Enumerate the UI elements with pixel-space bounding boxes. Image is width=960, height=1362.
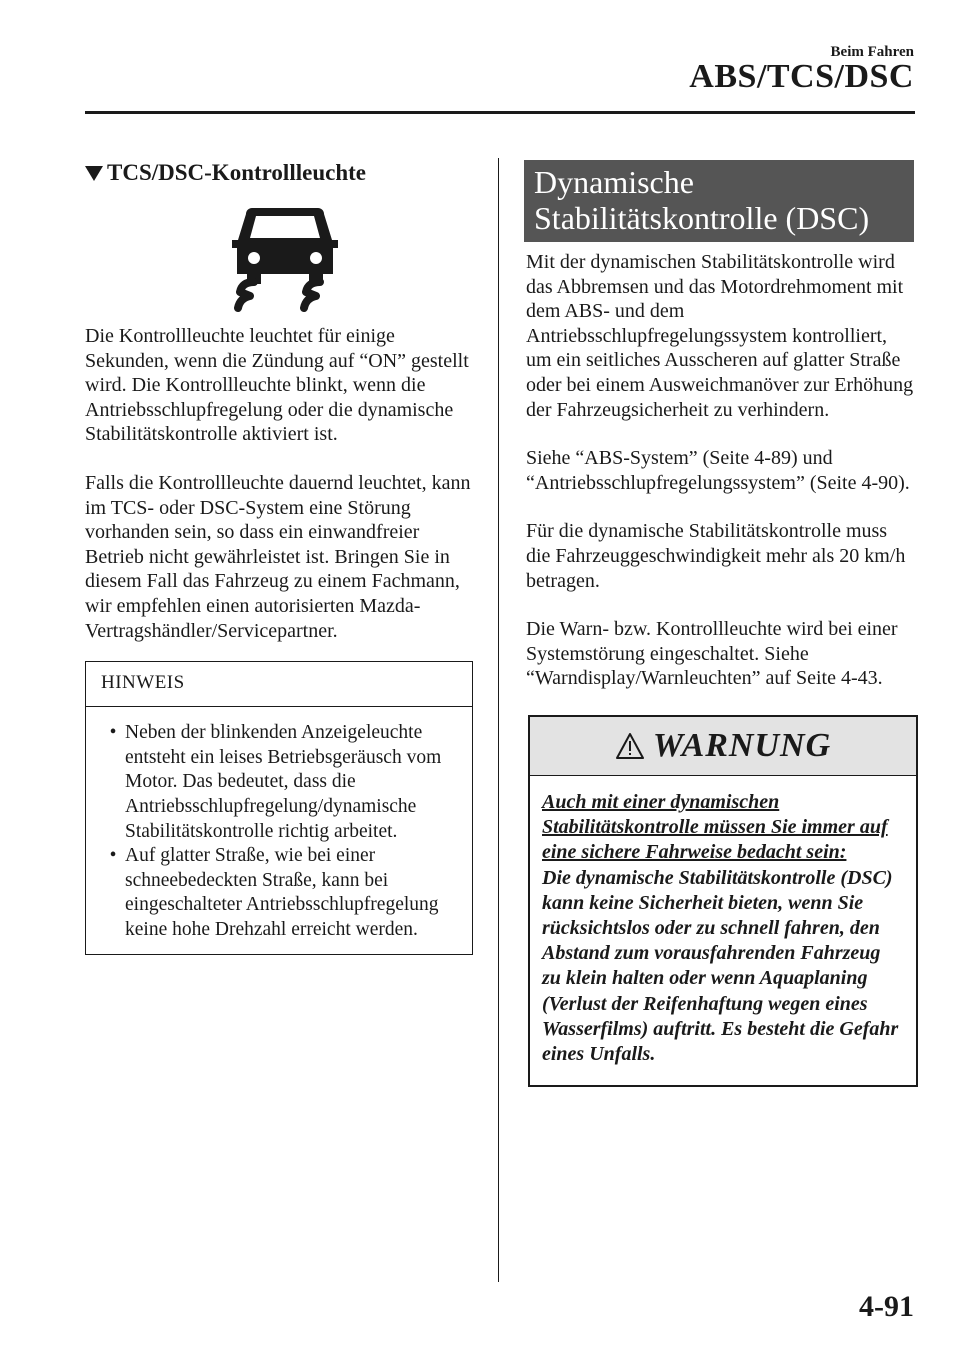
section-heading-text: TCS/DSC-Kontrollleuchte bbox=[107, 160, 366, 185]
paragraph: Falls die Kontrollleuchte dauernd leuchtet, kann im TCS- oder DSC-System eine Störung vorhanden sein, so dass ein einwandfreier Betrieb nicht gewährleistet ist. Bringen Sie in diesem Fall das Fahrzeug zu einem Fachmann, wir empfehlen einen autorisierten Mazda-Vertragshändler/Servicepartner. bbox=[85, 471, 471, 642]
paragraph: Die Warn- bzw. Kontrollleuchte wird bei einer Systemstörung eingeschaltet. Siehe “Warndisplay/Warnleuchten” auf Seite 4-43. bbox=[526, 618, 898, 690]
banner-line: Dynamische bbox=[534, 164, 694, 200]
bullet-icon: • bbox=[109, 845, 117, 867]
paragraph: Mit der dynamischen Stabilitätskontrolle wird das Abbremsen und das Motordrehmoment mit dem ABS- und dem Antriebsschlupfregelungssystem kontrolliert, um ein seitliches Ausscheren auf glatter Straße oder bei einem Ausweichmanöver zur Erhöhung der Fahrzeugsicherheit zu verhindern. bbox=[526, 251, 914, 421]
page-number: 4-91 bbox=[859, 1290, 914, 1323]
section-banner bbox=[524, 160, 914, 242]
header-rule bbox=[85, 111, 915, 114]
banner-line: Stabilitätskontrolle (DSC) bbox=[534, 200, 870, 236]
paragraph: Die Kontrollleuchte leuchtet für einige Sekunden, wenn die Zündung auf “ON” gestellt wird. Die Kontrollleuchte blinkt, wenn die Antriebsschlupfregelung oder die dynamische Stabilitätskontrolle aktiviert ist. bbox=[85, 325, 469, 446]
paragraph: Siehe “ABS-System” (Seite 4-89) und “Antriebsschlupfregelungssystem” (Seite 4-90). bbox=[526, 447, 910, 494]
note-title: HINWEIS bbox=[86, 662, 472, 707]
tcs-dsc-car-skid-icon bbox=[230, 202, 340, 312]
bullet-icon: • bbox=[109, 722, 117, 744]
left-column bbox=[85, 160, 475, 955]
list-item: • Auf glatter Straße, wie bei einer schneebedeckten Straße, kann bei eingeschalteter Antriebsschlupfregelung keine hohe Drehzahl erreicht werden. bbox=[101, 844, 460, 942]
paragraph: Für die dynamische Stabilitätskontrolle muss die Fahrzeuggeschwindigkeit mehr als 20 km/h betragen. bbox=[526, 520, 906, 592]
warning-text: Die dynamische Stabilitätskontrolle (DSC) kann keine Sicherheit bieten, wenn Sie rücksichtslos oder zu schnell fahren, den Abstand zum vorausfahrenden Fahrzeug zu klein halten oder wenn Aquaplaning (Verlust der Reifenhaftung wegen eines Wasserfilms) auftritt. Es besteht die Gefahr eines Unfalls. bbox=[542, 866, 899, 1065]
note-box bbox=[85, 661, 473, 955]
right-column bbox=[526, 160, 916, 1087]
list-item: • Neben der blinkenden Anzeigeleuchte entsteht ein leises Betriebsgeräusch vom Motor. Das bedeutet, dass die Antriebsschlupfregelung/dynamische Stabilitätskontrolle richtig arbeitet. bbox=[101, 721, 460, 844]
section-heading bbox=[85, 160, 475, 186]
column-divider bbox=[498, 158, 499, 1282]
warning-header bbox=[530, 717, 916, 776]
indicator-lamp bbox=[85, 202, 475, 312]
warning-box bbox=[528, 715, 918, 1087]
triangle-marker-icon bbox=[85, 166, 103, 181]
chapter-label: Beim Fahren bbox=[830, 44, 914, 60]
warning-title: WARNUNG bbox=[652, 726, 832, 764]
page-section-title: ABS/TCS/DSC bbox=[689, 58, 914, 95]
warning-triangle-icon bbox=[615, 732, 645, 760]
warning-lead: Auch mit einer dynamischen Stabilitätskontrolle müssen Sie immer auf eine sichere Fahrweise bedacht sein: bbox=[542, 790, 888, 864]
note-list bbox=[86, 707, 472, 954]
warning-body bbox=[530, 776, 916, 1085]
